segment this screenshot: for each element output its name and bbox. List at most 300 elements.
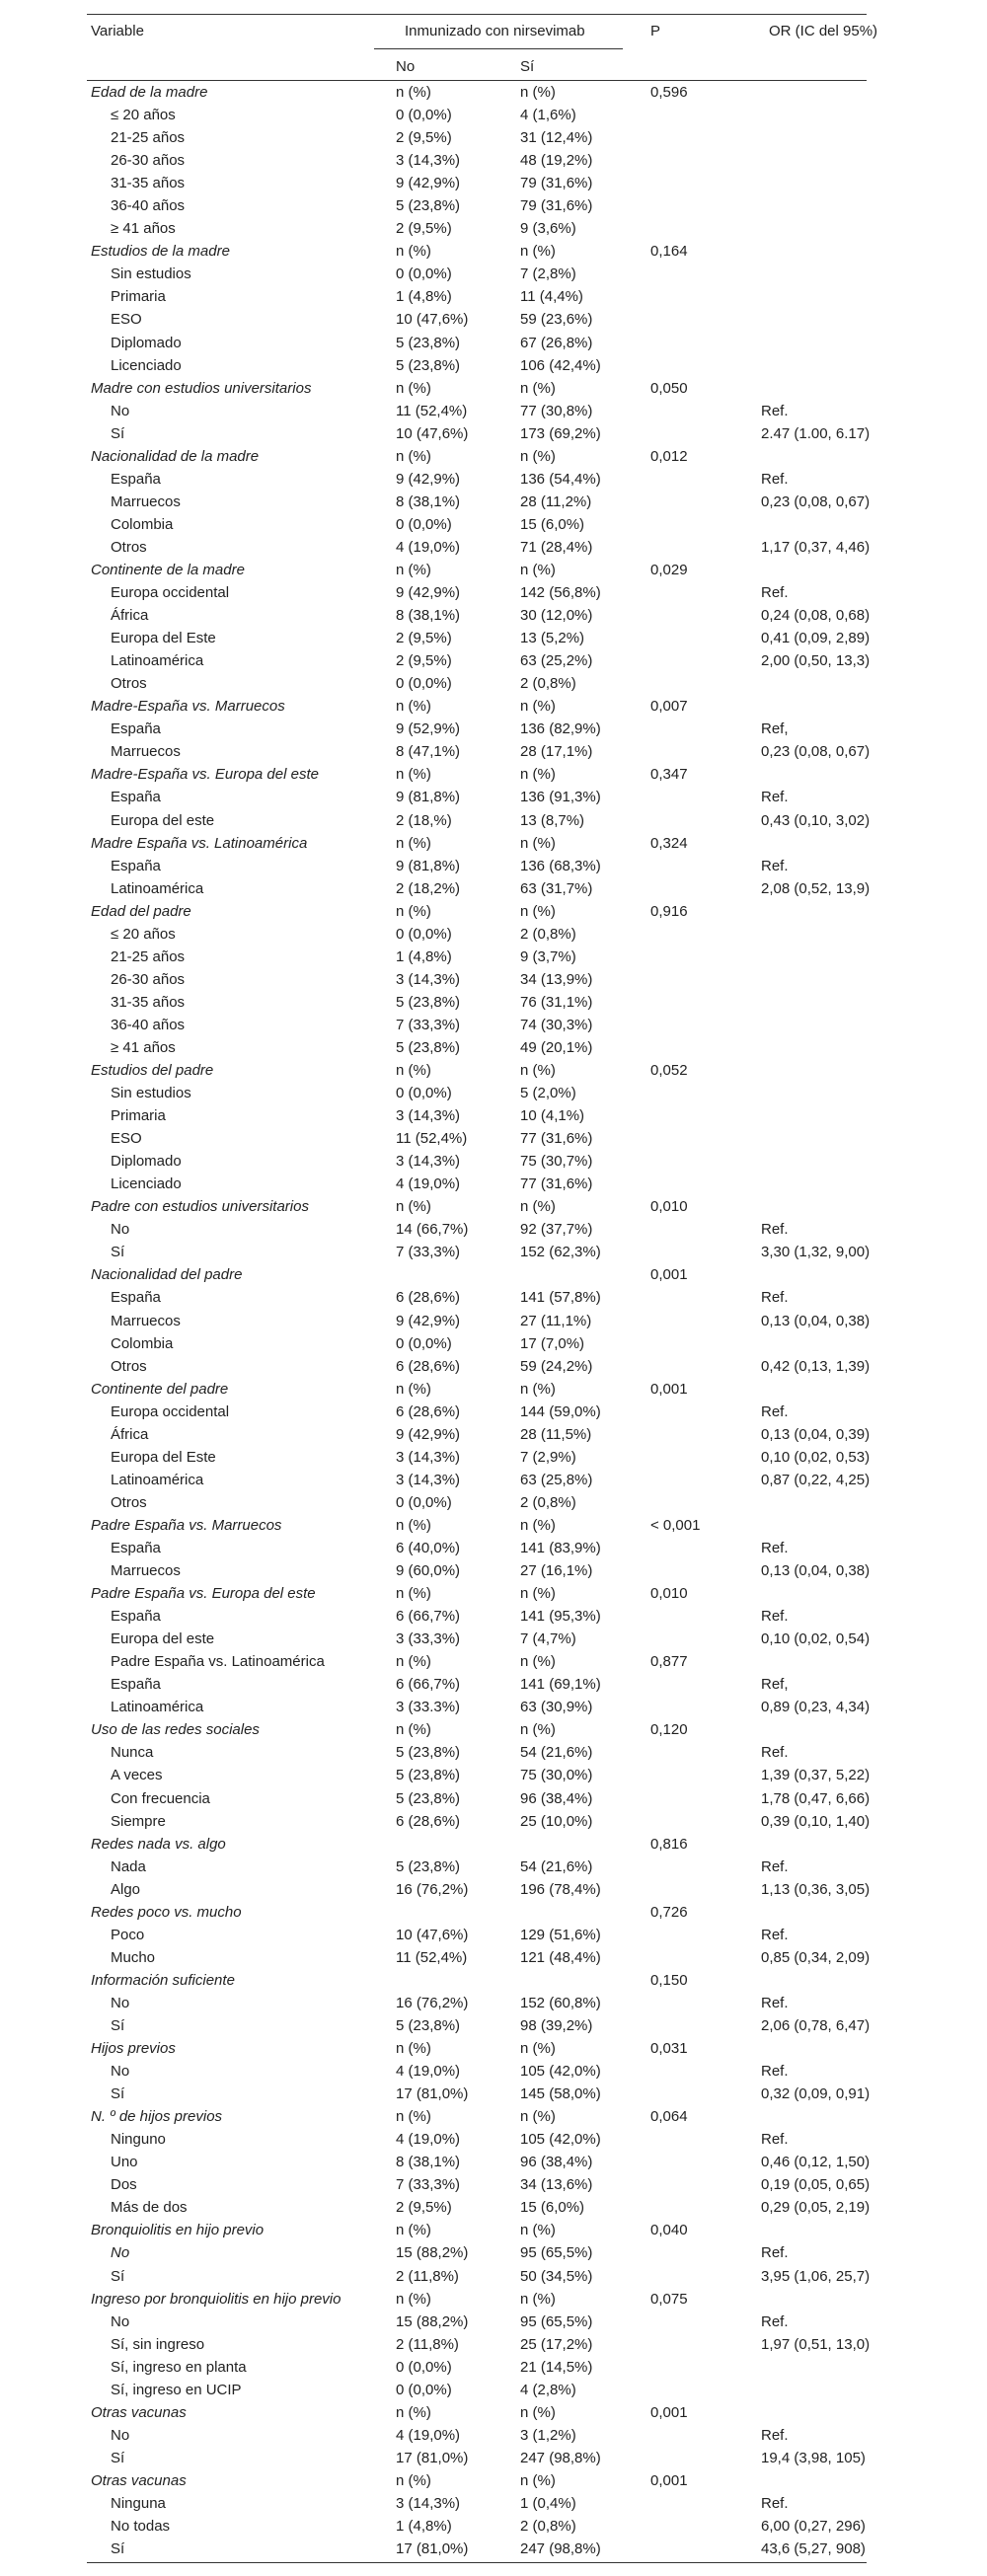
row-label: 26-30 años xyxy=(111,152,186,170)
si-cell: 27 (11,1%) xyxy=(520,1312,592,1329)
row-label: Nada xyxy=(111,1857,146,1875)
row-label: Padre España vs. Europa del este xyxy=(91,1585,316,1603)
or-header: OR (IC del 95%) xyxy=(769,23,878,39)
no-cell: 6 (66,7%) xyxy=(396,1676,461,1694)
category-row xyxy=(87,763,867,786)
no-cell: 6 (28,6%) xyxy=(396,1812,461,1830)
si-cell: 7 (4,7%) xyxy=(520,1630,576,1648)
row-label: Padre España vs. Marruecos xyxy=(91,1516,282,1534)
si-cell: 10 (4,1%) xyxy=(520,1107,585,1125)
category-row xyxy=(87,2288,867,2311)
row-label: Europa occidental xyxy=(111,1402,230,1420)
row-label: No xyxy=(111,2244,130,2262)
no-cell: n (%) xyxy=(396,2471,431,2489)
or-cell: 2,00 (0,50, 13,3) xyxy=(761,652,871,670)
table-row xyxy=(87,2241,867,2264)
row-label: Hijos previos xyxy=(91,2040,176,2058)
no-cell: n (%) xyxy=(396,834,431,852)
si-cell: 2 (0,8%) xyxy=(520,925,576,943)
row-label: Europa del Este xyxy=(111,1448,216,1466)
si-cell: 136 (68,3%) xyxy=(520,857,601,874)
row-label: Otras vacunas xyxy=(91,2471,187,2489)
si-cell: n (%) xyxy=(520,447,556,465)
or-cell: 0,23 (0,08, 0,67) xyxy=(761,743,871,761)
p-value-cell: 0,816 xyxy=(650,1835,688,1853)
no-cell: n (%) xyxy=(396,447,431,465)
row-label: Uno xyxy=(111,2154,138,2171)
category-row xyxy=(87,445,867,468)
row-label: Europa del Este xyxy=(111,630,216,647)
or-cell: 0,46 (0,12, 1,50) xyxy=(761,2154,871,2171)
row-label: Redes poco vs. mucho xyxy=(91,1903,242,1921)
or-cell: Ref. xyxy=(761,2494,789,2512)
si-cell: 141 (57,8%) xyxy=(520,1289,601,1307)
table-row xyxy=(87,1332,867,1355)
no-cell: 17 (81,0%) xyxy=(396,2085,469,2103)
no-cell: 0 (0,0%) xyxy=(396,515,452,533)
si-cell: 75 (30,7%) xyxy=(520,1153,593,1171)
row-label: Colombia xyxy=(111,515,174,533)
table-row xyxy=(87,1878,871,1901)
no-cell: 11 (52,4%) xyxy=(396,1948,468,1966)
p-value-cell: 0,052 xyxy=(650,1062,688,1080)
row-label: Otros xyxy=(111,1493,147,1511)
no-cell: 7 (33,3%) xyxy=(396,1016,461,1033)
si-cell: 9 (3,7%) xyxy=(520,947,576,965)
no-cell: n (%) xyxy=(396,243,431,261)
no-cell: n (%) xyxy=(396,2040,431,2058)
no-cell: 8 (47,1%) xyxy=(396,743,461,761)
no-cell: n (%) xyxy=(396,2222,431,2239)
si-cell: 5 (2,0%) xyxy=(520,1085,576,1102)
no-cell: 3 (14,3%) xyxy=(396,1153,461,1171)
or-cell: 1,97 (0,51, 13,0) xyxy=(761,2335,871,2353)
si-cell: 247 (98,8%) xyxy=(520,2449,601,2466)
no-cell: 2 (9,5%) xyxy=(396,652,452,670)
si-cell: 59 (24,2%) xyxy=(520,1357,593,1375)
category-row xyxy=(87,1059,867,1082)
row-label: Nacionalidad del padre xyxy=(91,1266,243,1284)
table-row xyxy=(87,1856,867,1878)
row-label: Sin estudios xyxy=(111,1085,191,1102)
si-cell: 13 (5,2%) xyxy=(520,630,585,647)
row-label: Primaria xyxy=(111,1107,166,1125)
row-label: Europa del este xyxy=(111,811,215,829)
category-row xyxy=(87,81,867,104)
table-row xyxy=(87,2379,867,2401)
row-label: 26-30 años xyxy=(111,970,186,988)
table-row xyxy=(87,2265,871,2288)
table-row xyxy=(87,308,867,331)
table-row xyxy=(87,1310,871,1332)
table-row xyxy=(87,1469,871,1491)
category-row xyxy=(87,1901,867,1924)
no-cell: 5 (23,8%) xyxy=(396,993,461,1011)
row-label: 21-25 años xyxy=(111,129,186,147)
row-label: Sí xyxy=(111,2449,125,2466)
category-row xyxy=(87,832,867,855)
row-label: Sí xyxy=(111,2085,125,2103)
variable-header: Variable xyxy=(91,23,144,39)
row-label: Otros xyxy=(111,538,147,556)
row-label: Ninguno xyxy=(111,2131,166,2149)
table-row xyxy=(87,332,867,354)
category-row xyxy=(87,1514,867,1537)
or-cell: Ref. xyxy=(761,2131,789,2149)
table-row xyxy=(87,2083,871,2105)
p-value-cell: 0,164 xyxy=(650,243,688,261)
table-row xyxy=(87,1924,867,1946)
p-value-cell: 0,150 xyxy=(650,1971,688,1989)
table-row xyxy=(87,194,867,217)
or-cell: Ref. xyxy=(761,2426,789,2444)
row-label: Otros xyxy=(111,675,147,693)
si-cell: n (%) xyxy=(520,902,556,920)
no-cell: 0 (0,0%) xyxy=(396,107,452,124)
si-cell: 96 (38,4%) xyxy=(520,1789,593,1807)
row-label: Estudios del padre xyxy=(91,1062,214,1080)
table-row xyxy=(87,1946,871,1969)
no-cell: 1 (4,8%) xyxy=(396,288,452,306)
table-row xyxy=(87,1650,867,1673)
table-row xyxy=(87,1082,867,1104)
table-row xyxy=(87,2196,871,2219)
no-cell: 9 (42,9%) xyxy=(396,1312,461,1329)
si-cell: 7 (2,8%) xyxy=(520,265,576,283)
p-value-cell: 0,001 xyxy=(650,2471,688,2489)
row-label: Marruecos xyxy=(111,492,181,510)
no-cell: 2 (18,%) xyxy=(396,811,452,829)
table-row xyxy=(87,581,867,604)
no-cell: 4 (19,0%) xyxy=(396,2426,461,2444)
si-cell: 98 (39,2%) xyxy=(520,2016,593,2034)
si-cell: 30 (12,0%) xyxy=(520,607,593,625)
row-label: Información suficiente xyxy=(91,1971,235,1989)
or-cell: 0,42 (0,13, 1,39) xyxy=(761,1357,871,1375)
no-cell: n (%) xyxy=(396,902,431,920)
or-cell: Ref, xyxy=(761,1676,789,1694)
table-row xyxy=(87,1764,871,1786)
si-cell: 77 (30,8%) xyxy=(520,402,593,419)
row-label: Otros xyxy=(111,1357,147,1375)
or-cell: Ref. xyxy=(761,2312,789,2330)
no-cell: 0 (0,0%) xyxy=(396,1334,452,1352)
no-cell: n (%) xyxy=(396,1198,431,1216)
no-cell: 5 (23,8%) xyxy=(396,197,461,215)
no-cell: 7 (33,3%) xyxy=(396,1244,461,1261)
no-cell: 5 (23,8%) xyxy=(396,1767,461,1784)
or-cell: 0,13 (0,04, 0,38) xyxy=(761,1312,871,1329)
no-cell: n (%) xyxy=(396,2290,431,2308)
p-value-cell: 0,010 xyxy=(650,1198,688,1216)
row-label: Marruecos xyxy=(111,1312,181,1329)
table-row xyxy=(87,1286,867,1309)
row-label: 36-40 años xyxy=(111,1016,186,1033)
group-underline xyxy=(374,48,623,49)
no-cell: n (%) xyxy=(396,1585,431,1603)
or-cell: 0,13 (0,04, 0,39) xyxy=(761,1425,871,1443)
si-cell: 63 (31,7%) xyxy=(520,879,593,897)
row-label: África xyxy=(111,607,149,625)
no-cell: 2 (9,5%) xyxy=(396,630,452,647)
or-cell: Ref. xyxy=(761,2244,789,2262)
si-cell: 54 (21,6%) xyxy=(520,1744,593,1762)
or-cell: 1,13 (0,36, 3,05) xyxy=(761,1880,871,1898)
si-cell: 49 (20,1%) xyxy=(520,1038,593,1056)
table-row xyxy=(87,1810,871,1833)
si-cell: 63 (25,8%) xyxy=(520,1471,593,1488)
no-cell: 6 (28,6%) xyxy=(396,1357,461,1375)
table-row xyxy=(87,2151,871,2173)
category-row xyxy=(87,2105,867,2128)
si-cell: 142 (56,8%) xyxy=(520,584,601,602)
no-cell: 8 (38,1%) xyxy=(396,492,461,510)
si-cell: 105 (42,0%) xyxy=(520,2063,601,2081)
or-cell: Ref. xyxy=(761,1608,789,1626)
table-row xyxy=(87,718,867,740)
table-row xyxy=(87,2424,867,2447)
or-cell: 2.47 (1.00, 6.17) xyxy=(761,424,871,442)
p-value-cell: 0,596 xyxy=(650,84,688,101)
table-row xyxy=(87,1423,871,1446)
p-value-cell: 0,001 xyxy=(650,1380,688,1398)
no-cell: n (%) xyxy=(396,84,431,101)
no-cell: 1 (4,8%) xyxy=(396,947,452,965)
no-cell: 3 (33.3%) xyxy=(396,1699,461,1716)
si-cell: n (%) xyxy=(520,1721,556,1739)
no-cell: 7 (33,3%) xyxy=(396,2176,461,2194)
table-body xyxy=(87,81,871,2560)
table-row xyxy=(87,2515,867,2538)
table-row xyxy=(87,2128,867,2151)
or-cell: Ref. xyxy=(761,1926,789,1943)
row-label: África xyxy=(111,1425,149,1443)
si-cell: n (%) xyxy=(520,379,556,397)
si-cell: n (%) xyxy=(520,834,556,852)
no-cell: 5 (23,8%) xyxy=(396,2016,461,2034)
si-cell: 95 (65,5%) xyxy=(520,2312,593,2330)
row-label: Nacionalidad de la madre xyxy=(91,447,260,465)
or-cell: 0,10 (0,02, 0,53) xyxy=(761,1448,871,1466)
si-cell: 15 (6,0%) xyxy=(520,515,585,533)
si-cell: 141 (95,3%) xyxy=(520,1608,601,1626)
table-row xyxy=(87,1696,871,1718)
no-cell: 3 (14,3%) xyxy=(396,152,461,170)
si-cell: 129 (51,6%) xyxy=(520,1926,601,1943)
no-cell: 0 (0,0%) xyxy=(396,1493,452,1511)
or-cell: 0,24 (0,08, 0,68) xyxy=(761,607,871,625)
category-row xyxy=(87,1263,867,1286)
or-cell: Ref. xyxy=(761,1540,789,1556)
no-cell: n (%) xyxy=(396,2403,431,2421)
si-cell: 7 (2,9%) xyxy=(520,1448,576,1466)
si-cell: 76 (31,1%) xyxy=(520,993,593,1011)
or-cell: Ref. xyxy=(761,402,789,419)
table-row xyxy=(87,877,871,900)
table-row xyxy=(87,1741,867,1764)
table-row xyxy=(87,809,871,832)
category-row xyxy=(87,1378,867,1401)
row-label: Latinoamérica xyxy=(111,652,204,670)
or-cell: Ref. xyxy=(761,1402,789,1420)
table-row xyxy=(87,923,867,946)
row-label: 36-40 años xyxy=(111,197,186,215)
or-cell: Ref. xyxy=(761,2063,789,2081)
table-row xyxy=(87,1173,867,1195)
si-cell: 28 (17,1%) xyxy=(520,743,593,761)
or-cell: 0,89 (0,23, 4,34) xyxy=(761,1699,871,1716)
table-row xyxy=(87,2538,867,2560)
table-header xyxy=(87,14,878,50)
table-row xyxy=(87,400,867,422)
row-label: Con frecuencia xyxy=(111,1789,210,1807)
table-row xyxy=(87,1673,867,1696)
row-label: Sí xyxy=(111,424,125,442)
row-label: Europa del este xyxy=(111,1630,215,1648)
no-cell: n (%) xyxy=(396,561,431,578)
row-label: Estudios de la madre xyxy=(91,243,230,261)
or-cell: Ref. xyxy=(761,1221,789,1239)
no-cell: 11 (52,4%) xyxy=(396,1130,468,1148)
si-cell: 63 (30,9%) xyxy=(520,1699,593,1716)
category-row xyxy=(87,377,867,400)
or-cell: Ref. xyxy=(761,470,789,488)
data-table xyxy=(87,14,878,2563)
si-cell: 136 (91,3%) xyxy=(520,789,601,806)
table-row xyxy=(87,126,867,149)
si-cell: n (%) xyxy=(520,1380,556,1398)
si-cell: 92 (37,7%) xyxy=(520,1221,593,1239)
p-value-cell: 0,040 xyxy=(650,2222,688,2239)
table-row xyxy=(87,649,871,672)
no-cell: n (%) xyxy=(396,1380,431,1398)
table-row xyxy=(87,536,871,559)
table-row xyxy=(87,1787,871,1810)
si-cell: 21 (14,5%) xyxy=(520,2358,593,2376)
table-row xyxy=(87,263,867,285)
or-cell: 0,32 (0,09, 0,91) xyxy=(761,2085,871,2103)
no-cell: 16 (76,2%) xyxy=(396,1994,469,2011)
p-value-cell: 0,031 xyxy=(650,2040,688,2058)
no-cell: n (%) xyxy=(396,379,431,397)
or-cell: Ref. xyxy=(761,789,789,806)
table-row xyxy=(87,1491,867,1514)
si-cell: 75 (30,0%) xyxy=(520,1767,593,1784)
row-label: Otras vacunas xyxy=(91,2403,187,2421)
or-cell: 0,29 (0,05, 2,19) xyxy=(761,2199,871,2217)
si-cell: 79 (31,6%) xyxy=(520,175,593,192)
row-label: No xyxy=(111,2426,130,2444)
si-cell: 136 (82,9%) xyxy=(520,720,601,738)
table-row xyxy=(87,2311,867,2333)
category-row xyxy=(87,2219,867,2241)
table-row xyxy=(87,1036,867,1059)
row-label: A veces xyxy=(111,1767,163,1784)
row-label: ESO xyxy=(111,311,142,329)
p-value-cell: 0,050 xyxy=(650,379,688,397)
si-cell: 63 (25,2%) xyxy=(520,652,593,670)
or-cell: 0,43 (0,10, 3,02) xyxy=(761,811,871,829)
row-label: Sí xyxy=(111,2267,125,2285)
p-value-cell: 0,916 xyxy=(650,902,688,920)
table-row xyxy=(87,468,867,491)
row-label: Sin estudios xyxy=(111,265,191,283)
si-cell: 54 (21,6%) xyxy=(520,1857,593,1875)
si-cell: 247 (98,8%) xyxy=(520,2540,601,2558)
no-cell: n (%) xyxy=(396,2108,431,2126)
row-label: España xyxy=(111,1608,161,1626)
si-cell: 74 (30,3%) xyxy=(520,1016,593,1033)
or-cell: Ref. xyxy=(761,584,789,602)
row-label: No xyxy=(111,2063,130,2081)
table-row xyxy=(87,2060,867,2083)
no-cell: 9 (42,9%) xyxy=(396,1425,461,1443)
p-value-cell: 0,726 xyxy=(650,1903,688,1921)
row-label: Madre-España vs. Marruecos xyxy=(91,698,285,716)
table-row xyxy=(87,604,871,627)
no-cell: 4 (19,0%) xyxy=(396,2131,461,2149)
si-cell: 4 (2,8%) xyxy=(520,2381,576,2398)
row-label: ≥ 41 años xyxy=(111,1038,176,1056)
row-label: España xyxy=(111,1540,161,1556)
or-cell: 1,17 (0,37, 4,46) xyxy=(761,538,871,556)
row-label: Sí xyxy=(111,1244,125,1261)
no-cell: 2 (11,8%) xyxy=(396,2267,459,2285)
si-cell: 141 (83,9%) xyxy=(520,1540,601,1556)
row-label: Marruecos xyxy=(111,743,181,761)
or-cell: Ref. xyxy=(761,1994,789,2011)
row-label: 21-25 años xyxy=(111,947,186,965)
or-cell: 0,13 (0,04, 0,38) xyxy=(761,1562,871,1580)
or-cell: Ref. xyxy=(761,857,789,874)
category-row xyxy=(87,2037,867,2060)
si-cell: 2 (0,8%) xyxy=(520,2518,576,2536)
category-row xyxy=(87,2401,867,2424)
no-cell: 5 (23,8%) xyxy=(396,356,461,374)
row-label: No xyxy=(111,1221,130,1239)
or-cell: 2,06 (0,78, 6,47) xyxy=(761,2016,871,2034)
no-cell: 2 (11,8%) xyxy=(396,2335,459,2353)
row-label: Edad del padre xyxy=(91,902,191,920)
no-cell: 6 (66,7%) xyxy=(396,1608,461,1626)
no-cell: 3 (33,3%) xyxy=(396,1630,461,1648)
si-cell: 34 (13,6%) xyxy=(520,2176,593,2194)
row-label: España xyxy=(111,720,161,738)
si-cell: n (%) xyxy=(520,2108,556,2126)
no-cell: 10 (47,6%) xyxy=(396,311,469,329)
no-cell: n (%) xyxy=(396,1516,431,1534)
si-cell: n (%) xyxy=(520,561,556,578)
group-header: Inmunizado con nirsevimab xyxy=(405,23,585,39)
row-label: 31-35 años xyxy=(111,993,186,1011)
no-cell: 2 (9,5%) xyxy=(396,129,452,147)
no-cell: 9 (42,9%) xyxy=(396,175,461,192)
row-label: Primaria xyxy=(111,288,166,306)
no-cell: 0 (0,0%) xyxy=(396,2381,452,2398)
table-row xyxy=(87,1104,867,1127)
p-value-cell: 0,877 xyxy=(650,1653,688,1671)
si-cell: 77 (31,6%) xyxy=(520,1175,593,1193)
row-label: Ingreso por bronquiolitis en hijo previo xyxy=(91,2290,342,2308)
row-label: Mucho xyxy=(111,1948,156,1966)
si-cell: n (%) xyxy=(520,243,556,261)
no-cell: 16 (76,2%) xyxy=(396,1880,469,1898)
table-row xyxy=(87,740,871,763)
si-cell: 48 (19,2%) xyxy=(520,152,593,170)
or-cell: 3,30 (1,32, 9,00) xyxy=(761,1244,871,1261)
si-cell: 136 (54,4%) xyxy=(520,470,601,488)
si-cell: 28 (11,2%) xyxy=(520,492,592,510)
